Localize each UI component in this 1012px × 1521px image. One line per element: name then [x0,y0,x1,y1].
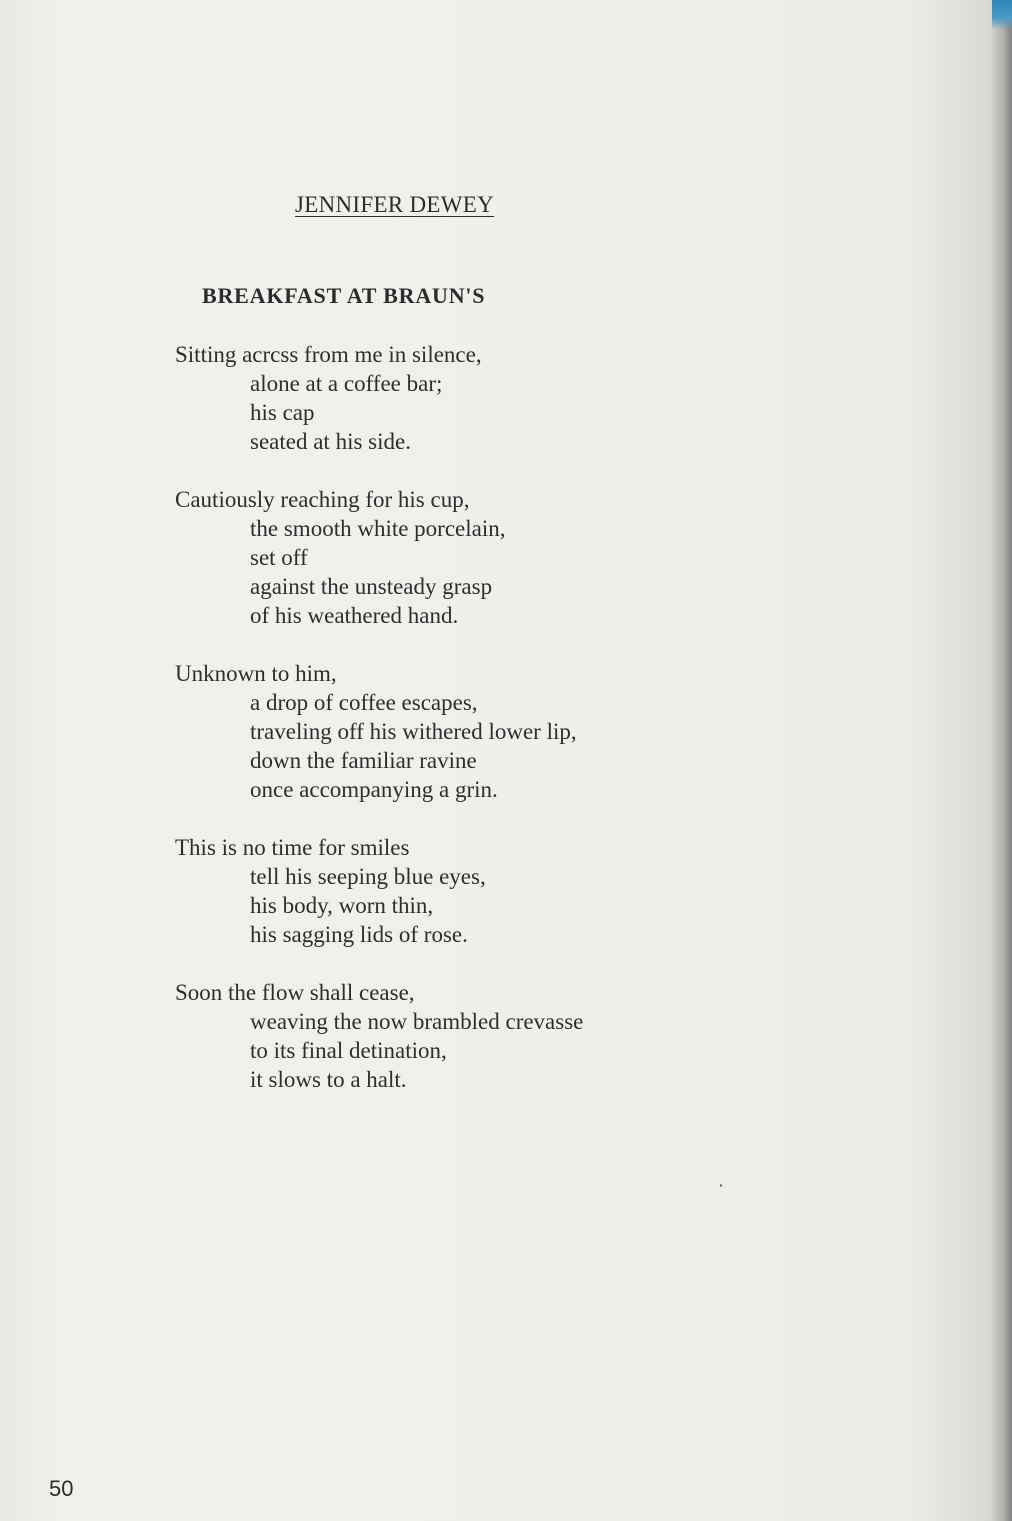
poem-line: once accompanying a grin. [250,777,498,802]
page-edge-shadow [990,0,1012,1521]
author-name: JENNIFER DEWEY [295,192,495,217]
poem-line: seated at his side. [250,429,411,454]
poem-body [175,340,795,1123]
page-edge-tab [992,0,1012,30]
poem-line: to its final detination, [250,1038,447,1063]
poem-line: Cautiously reaching for his cup, [175,487,470,512]
poem-line: it slows to a halt. [250,1067,407,1092]
poem-line: Unknown to him, [175,661,337,686]
paper-speck [720,1184,722,1187]
poem-line: weaving the now brambled crevasse [250,1009,584,1034]
poem-line: his sagging lids of rose. [250,922,468,947]
poem-line: down the familiar ravine [250,748,477,773]
poem-line: Soon the flow shall cease, [175,980,415,1005]
stanza [175,659,795,804]
poem-line: alone at a coffee bar; [250,371,443,396]
poem-line: of his weathered hand. [250,603,459,628]
poem-title: BREAKFAST AT BRAUN'S [202,283,486,308]
stanza [175,340,795,456]
poem-line: traveling off his withered lower lip, [250,719,577,744]
poem-line: his body, worn thin, [250,893,434,918]
poem-line: tell his seeping blue eyes, [250,864,486,889]
poem-line: the smooth white porcelain, [250,516,506,541]
poem-line: his cap [250,400,315,425]
page-number: 50 [49,1476,74,1501]
stanza [175,485,795,630]
poem-line: against the unsteady grasp [250,574,493,599]
poem-line: This is no time for smiles [175,835,410,860]
poem-line: set off [250,545,308,570]
poem-line: Sitting acrcss from me in silence, [175,342,482,367]
stanza [175,978,795,1094]
poem-line: a drop of coffee escapes, [250,690,478,715]
stanza [175,833,795,949]
